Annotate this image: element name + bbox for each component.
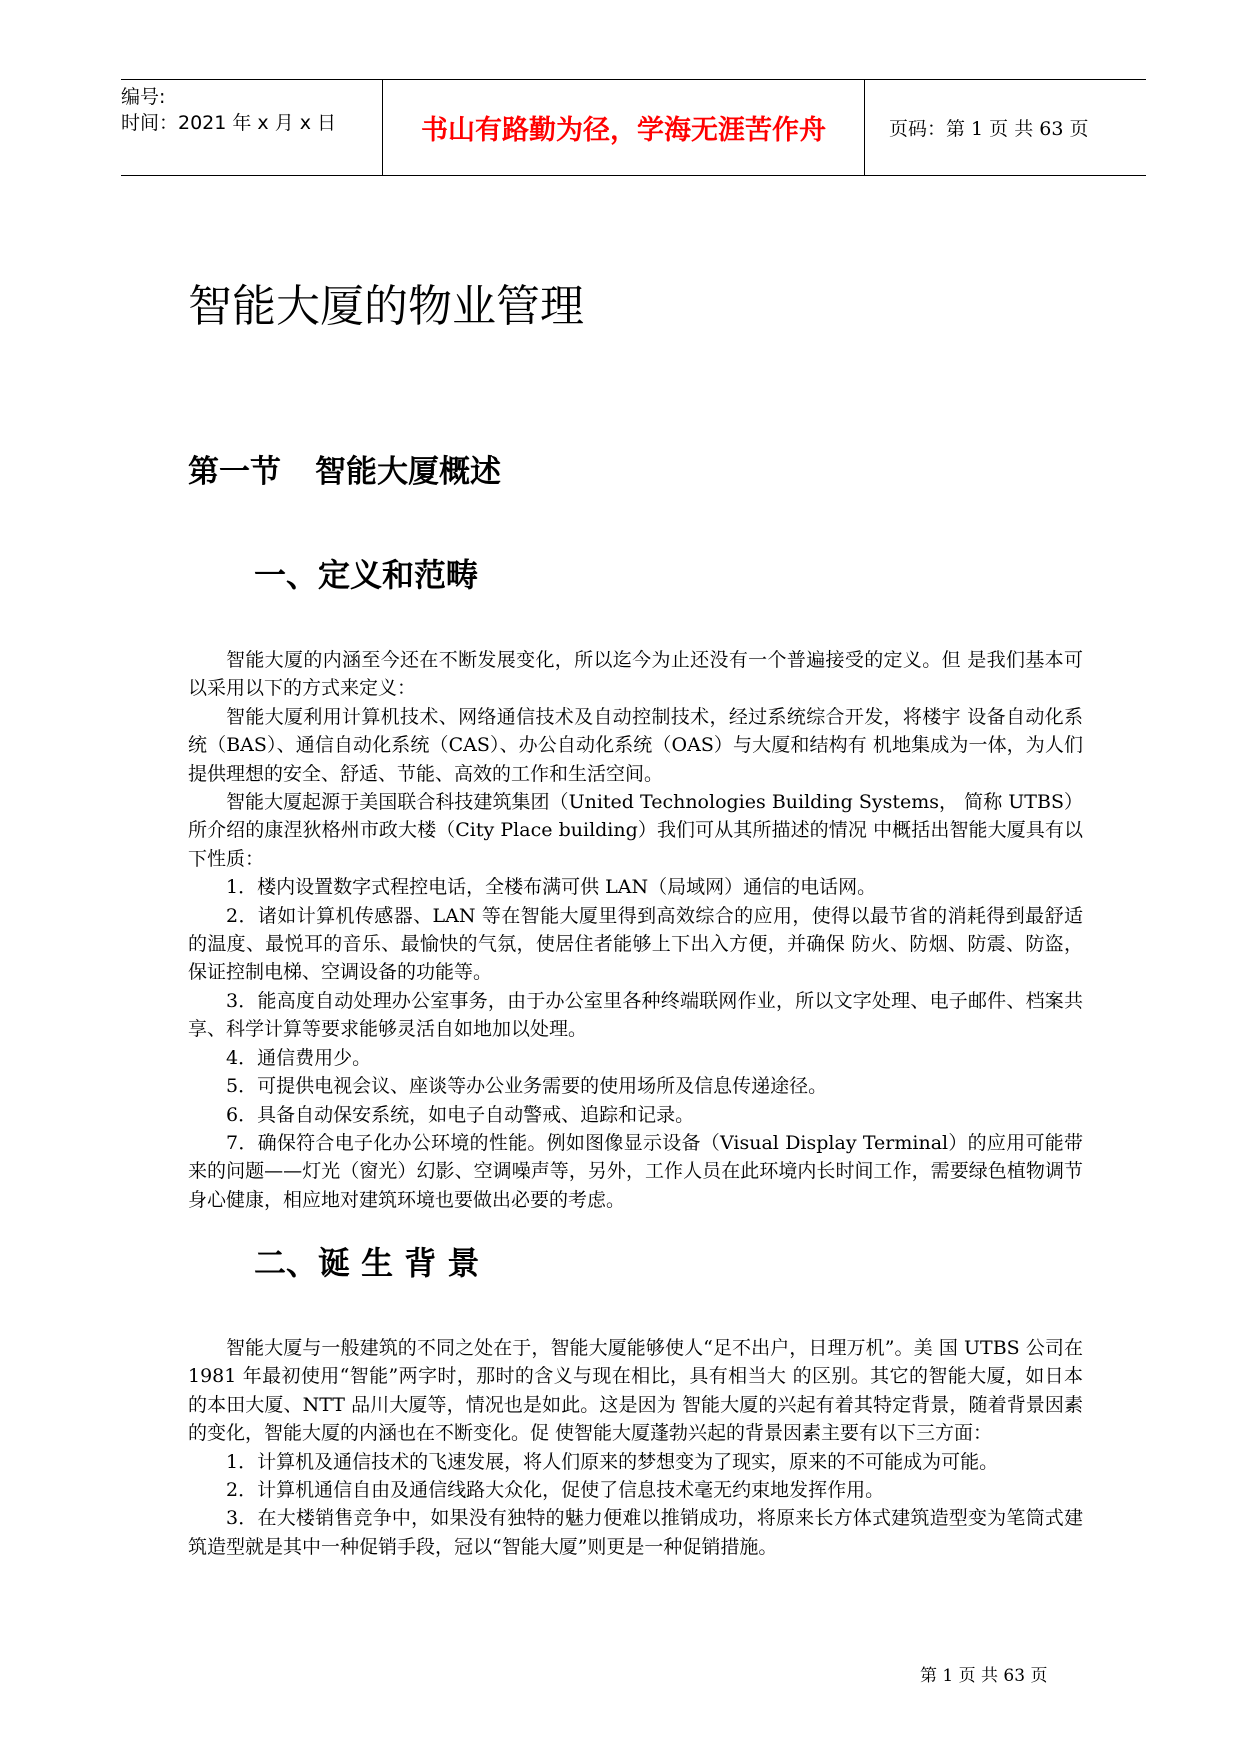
list-item: 3．能高度自动处理办公室事务，由于办公室里各种终端联网作业，所以文字处理、电子邮件、档案共享、科学计算等要求能够灵活自如地加以处理。 (188, 989, 1083, 1041)
paragraph: 智能大厦与一般建筑的不同之处在于，智能大厦能够使人“足不出户，日理万机”。美 国 UTBS 公司在 1981 年最初使用“智能”两字时，那时的含义与现在相比，具有相当大 的区别。其它的智能大厦，如日本的本田大厦、NTT 品川大厦等，情况也是如此。这是因为 智能大厦的兴起有着其特定背景，随着背景因素的变化，智能大厦的内涵也在不断变化。促 使智能大厦蓬勃兴起的背景因素主要有以下三方面： (188, 1337, 1083, 1445)
list-item: 1．计算机及通信技术的飞速发展，将人们原来的梦想变为了现实，原来的不可能成为可能。 (226, 1450, 999, 1473)
list-item: 6．具备自动保安系统，如电子自动警戒、追踪和记录。 (226, 1103, 695, 1126)
paragraph: 智能大厦利用计算机技术、网络通信技术及自动控制技术，经过系统综合开发，将楼宇 设备自动化系统（BAS）、通信自动化系统（CAS）、办公自动化系统（OAS）与大厦和结构有 机地集成为一体，为人们提供理想的安全、舒适、节能、高效的工作和生活空间。 (188, 705, 1083, 785)
list-item: 4．通信费用少。 (226, 1046, 372, 1069)
page-header (121, 79, 1146, 176)
list-item: 2．诸如计算机传感器、LAN 等在智能大厦里得到高效综合的应用，使得以最节省的消耗得到最舒适的温度、最悦耳的音乐、最愉快的气氛，使居住者能够上下出入方便，并确保 防火、防烟、防震、防盗，保证控制电梯、空调设备的功能等。 (188, 904, 1083, 984)
section-heading (188, 446, 535, 491)
part2-heading: 二、诞 生 背 景 (254, 1244, 480, 1282)
part1-body (188, 646, 1083, 1214)
time-label: 时间：2021 年 x 月 x 日 (121, 112, 337, 134)
header-motto: 书山有路勤为径，学海无涯苦作舟 (382, 80, 865, 175)
number-label: 编号: (121, 86, 166, 108)
list-item: 3．在大楼销售竞争中，如果没有独特的魅力便难以推销成功，将原来长方体式建筑造型变为笔筒式建筑造型就是其中一种促销手段，冠以“智能大厦”则更是一种促销措施。 (188, 1507, 1083, 1558)
document-title: 智能大厦的物业管理 (188, 281, 584, 332)
section-title: 智能大厦概述 (315, 454, 501, 490)
header-meta (121, 80, 381, 179)
page-footer: 第 1 页 共 63 页 (920, 1666, 1048, 1686)
part1-heading: 一、定义和范畴 (254, 556, 479, 594)
paragraph: 智能大厦的内涵至今还在不断发展变化，所以迄今为止还没有一个普遍接受的定义。但 是我们基本可以采用以下的方式来定义： (188, 649, 1083, 700)
paragraph: 智能大厦起源于美国联合科技建筑集团（United Technologies Building Systems， 简称 UTBS）所介绍的康涅狄格州市政大楼（City Place building）我们可从其所描述的情况 中概括出智能大厦具有以下性质： (188, 791, 1083, 870)
list-item: 1．楼内设置数字式程控电话，全楼布满可供 LAN（局域网）通信的电话网。 (226, 876, 877, 899)
list-item: 2．计算机通信自由及通信线路大众化，促使了信息技术毫无约束地发挥作用。 (226, 1479, 885, 1502)
list-item: 7．确保符合电子化办公环境的性能。例如图像显示设备（Visual Display Terminal）的应用可能带来的问题——灯光（窗光）幻影、空调噪声等，另外，工作人员在此环境内长时间工作，需要绿色植物调节身心健康，相应地对建筑环境也要做出必要的考虑。 (188, 1131, 1083, 1211)
header-page-label: 页码：第 1 页 共 63 页 (889, 118, 1089, 140)
section-number: 第一节 (188, 454, 281, 490)
list-item: 5．可提供电视会议、座谈等办公业务需要的使用场所及信息传递途径。 (226, 1075, 828, 1098)
part2-body (188, 1334, 1083, 1561)
